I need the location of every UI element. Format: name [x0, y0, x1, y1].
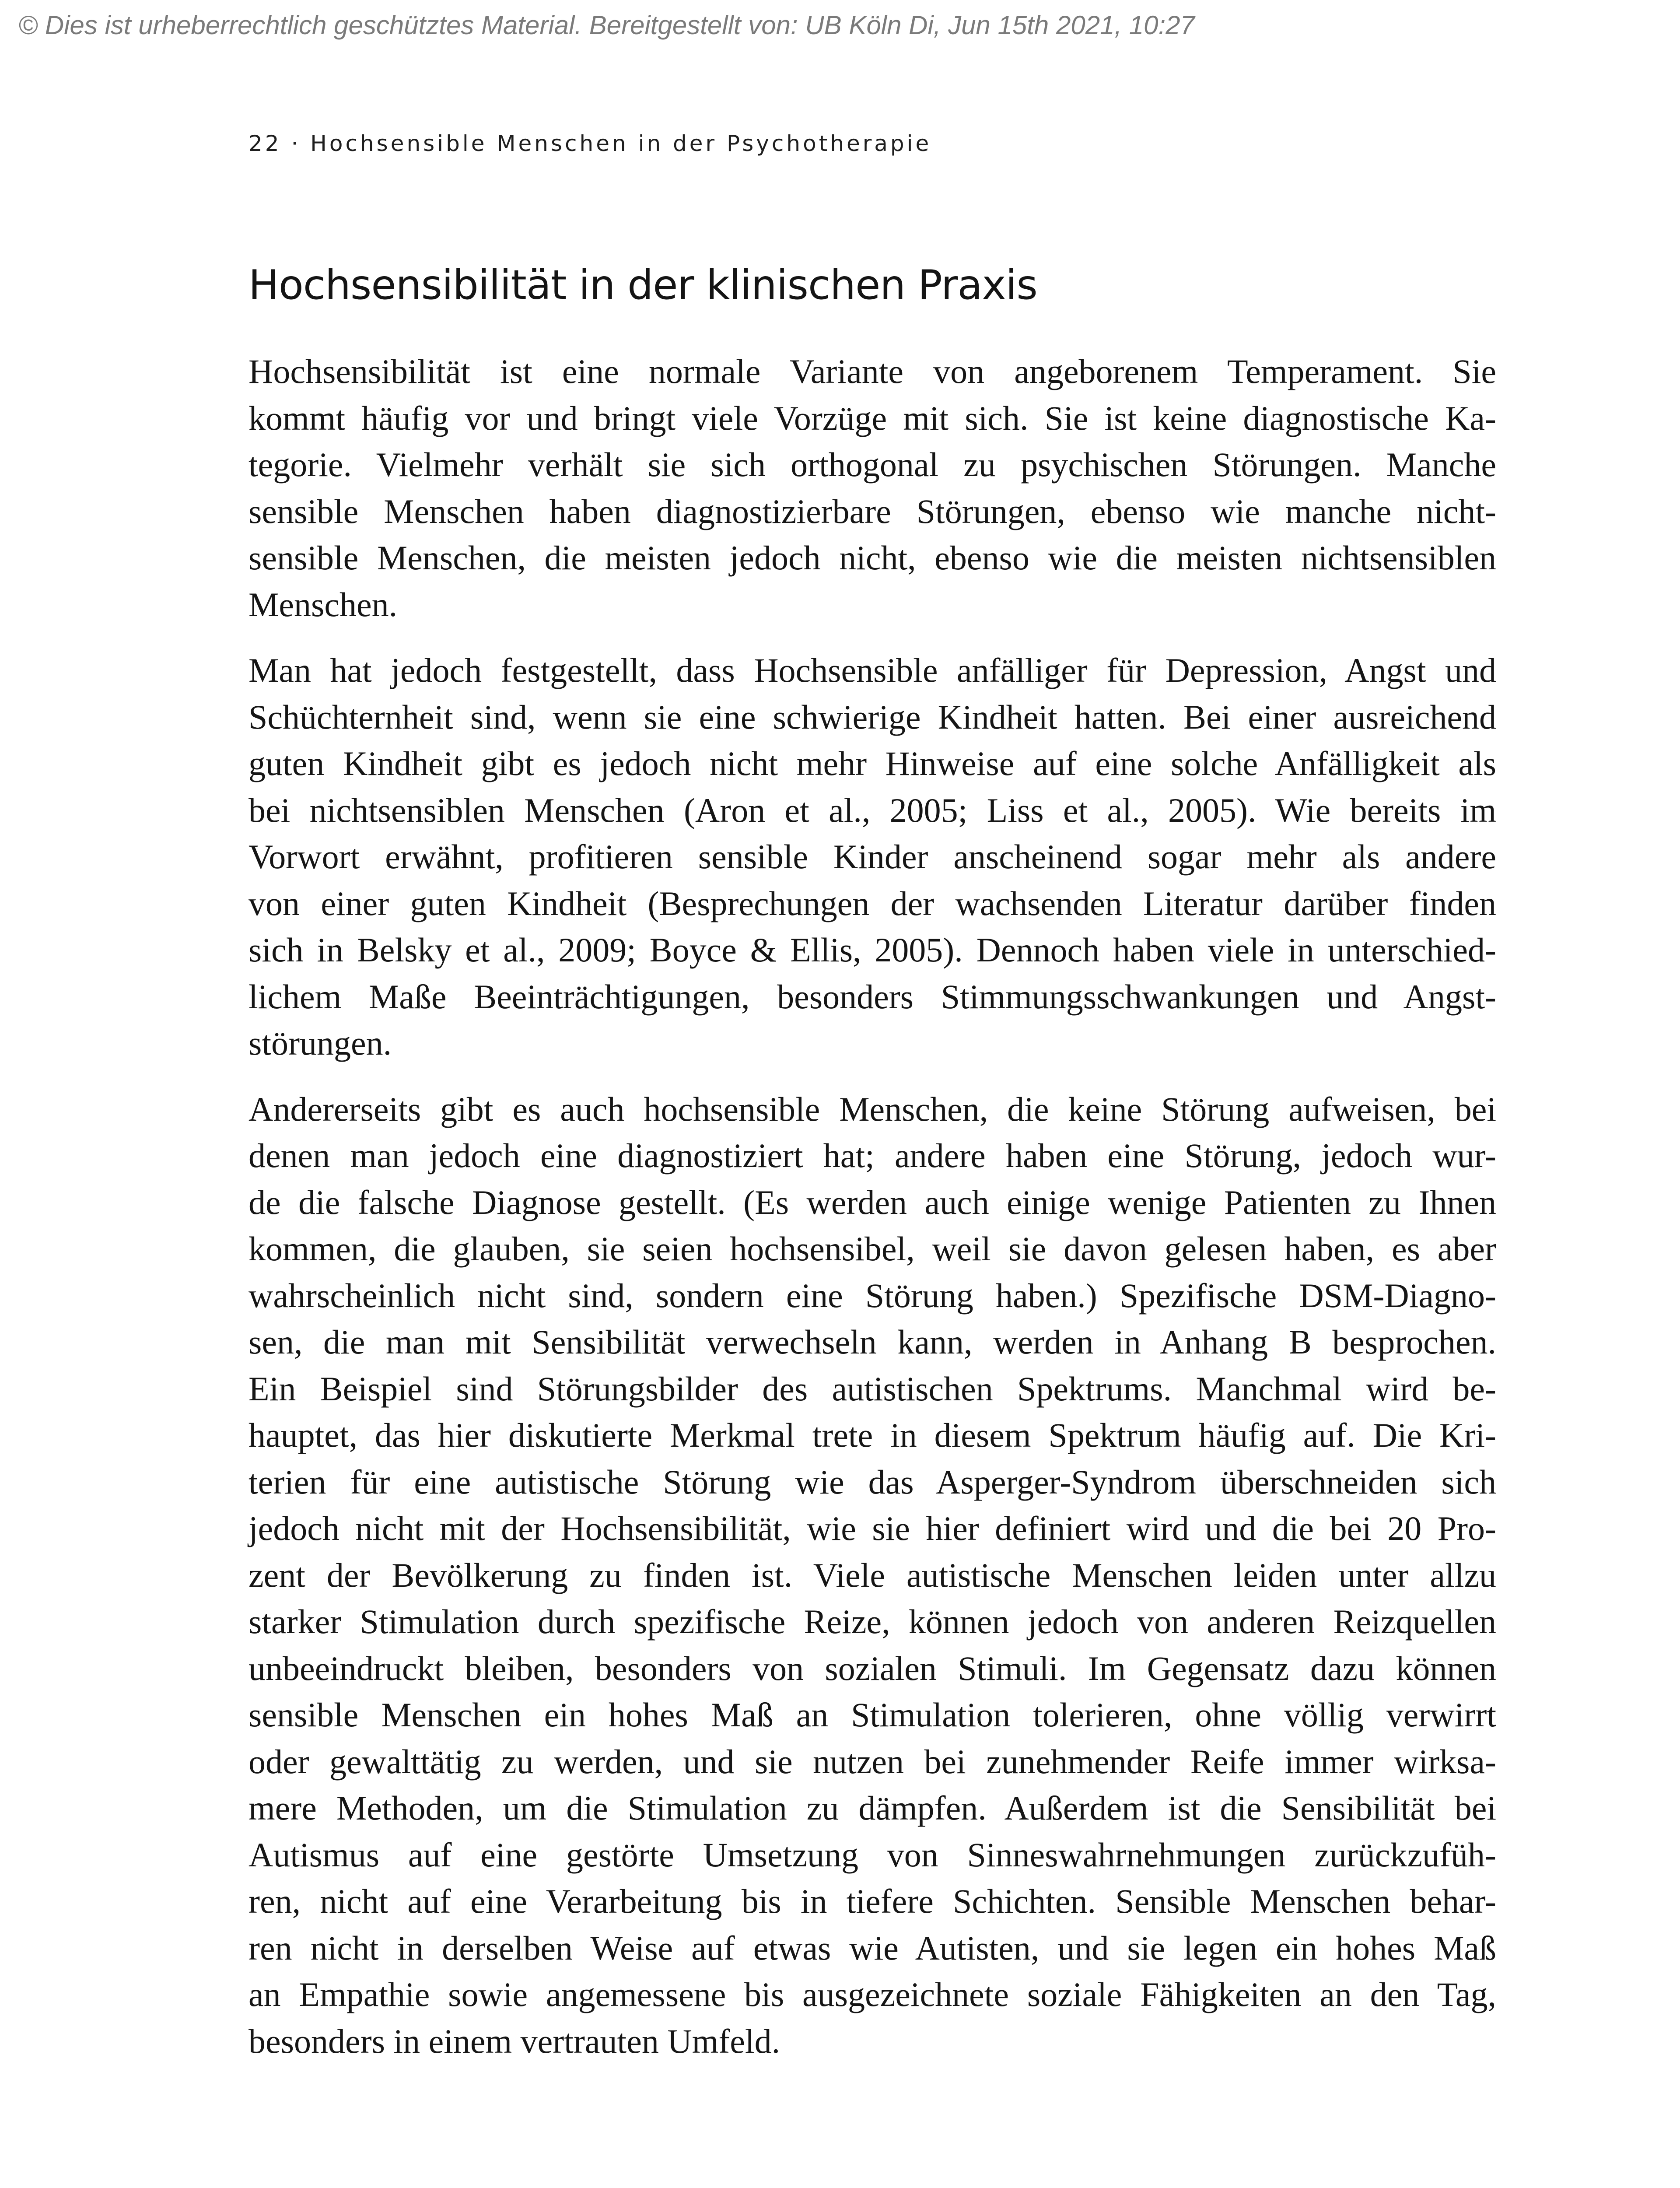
text-line: de die falsche Diagnose gestellt. (Es werden auch einige wenige Patienten zu Ihnen — [248, 1183, 1496, 1221]
text-line: ren nicht in derselben Weise auf etwas wie Autisten, und sie legen ein hohes Maß — [248, 1929, 1496, 1967]
text-line: sensible Menschen ein hohes Maß an Stimulation tolerieren, ohne völlig verwirrt — [248, 1696, 1496, 1734]
running-head: 22 · Hochsensible Menschen in der Psychotherapie — [248, 131, 932, 156]
text-line: zent der Bevölkerung zu finden ist. Viele autistische Menschen leiden unter allzu — [248, 1556, 1496, 1594]
text-line: oder gewalttätig zu werden, und sie nutzen bei zunehmender Reife immer wirksa- — [248, 1742, 1496, 1781]
text-line: Schüchternheit sind, wenn sie eine schwierige Kindheit hatten. Bei einer ausreichend — [248, 698, 1496, 736]
text-line: Ein Beispiel sind Störungsbilder des autistischen Spektrums. Manchmal wird be- — [248, 1369, 1496, 1408]
text-line: tegorie. Vielmehr verhält sie sich orthogonal zu psychischen Störungen. Manche — [248, 445, 1496, 484]
text-line: besonders in einem vertrauten Umfeld. — [248, 2022, 780, 2060]
text-line: sensible Menschen haben diagnostizierbare Störungen, ebenso wie manche nicht- — [248, 492, 1496, 530]
text-line: unbeeindruckt bleiben, besonders von sozialen Stimuli. Im Gegensatz dazu können — [248, 1649, 1496, 1687]
text-line: Man hat jedoch festgestellt, dass Hochsensible anfälliger für Depression, Angst und — [248, 651, 1496, 689]
text-line: von einer guten Kindheit (Besprechungen der wachsenden Literatur darüber finden — [248, 884, 1496, 922]
text-line: ren, nicht auf eine Verarbeitung bis in tiefere Schichten. Sensible Menschen behar- — [248, 1882, 1496, 1920]
text-line: sen, die man mit Sensibilität verwechseln kann, werden in Anhang B besprochen. — [248, 1323, 1496, 1361]
text-line: guten Kindheit gibt es jedoch nicht mehr Hinweise auf eine solche Anfälligkeit als — [248, 744, 1496, 782]
paragraph-3 — [248, 1086, 1496, 2065]
text-line: kommt häufig vor und bringt viele Vorzüge mit sich. Sie ist keine diagnostische Ka- — [248, 399, 1496, 437]
text-line: hauptet, das hier diskutierte Merkmal trete in diesem Spektrum häufig auf. Die Kri- — [248, 1416, 1496, 1454]
text-line: Autismus auf eine gestörte Umsetzung von Sinneswahrnehmungen zurückzufüh- — [248, 1835, 1496, 1874]
text-line: wahrscheinlich nicht sind, sondern eine Störung haben.) Spezifische DSM-Diagno- — [248, 1276, 1496, 1315]
text-line: mere Methoden, um die Stimulation zu dämpfen. Außerdem ist die Sensibilität bei — [248, 1789, 1496, 1827]
text-line: lichem Maße Beeinträchtigungen, besonders Stimmungsschwankungen und Angst- — [248, 977, 1496, 1016]
text-line: sich in Belsky et al., 2009; Boyce & Ellis, 2005). Dennoch haben viele in unterschied- — [248, 931, 1496, 969]
text-line: bei nichtsensiblen Menschen (Aron et al., 2005; Liss et al., 2005). Wie bereits im — [248, 791, 1496, 829]
text-line: Vorwort erwähnt, profitieren sensible Kinder anscheinend sogar mehr als andere — [248, 838, 1496, 876]
text-line: denen man jedoch eine diagnostiziert hat; andere haben eine Störung, jedoch wur- — [248, 1136, 1496, 1175]
text-line: störungen. — [248, 1024, 392, 1062]
paragraph-2 — [248, 647, 1496, 1067]
text-line: sensible Menschen, die meisten jedoch nicht, ebenso wie die meisten nichtsensiblen — [248, 539, 1496, 577]
text-line: an Empathie sowie angemessene bis ausgezeichnete soziale Fähigkeiten an den Tag, — [248, 1975, 1496, 2013]
text-line: jedoch nicht mit der Hochsensibilität, wie sie hier definiert wird und die bei 20 Pro- — [248, 1509, 1496, 1547]
body-text — [248, 348, 1496, 2084]
text-line: starker Stimulation durch spezifische Reize, können jedoch von anderen Reizquellen — [248, 1602, 1496, 1641]
paragraph-1 — [248, 348, 1496, 628]
copyright-watermark: © Dies ist urheberrechtlich geschütztes Material. Bereitgestellt von: UB Köln Di, Jun 15th 2021, 10:27 — [18, 11, 1195, 40]
section-heading: Hochsensibilität in der klinischen Praxis — [248, 261, 1037, 309]
text-line: terien für eine autistische Störung wie das Asperger-Syndrom überschneiden sich — [248, 1462, 1496, 1501]
text-line: Hochsensibilität ist eine normale Variante von angeborenem Temperament. Sie — [248, 352, 1496, 390]
text-line: Menschen. — [248, 585, 398, 624]
text-line: Andererseits gibt es auch hochsensible Menschen, die keine Störung aufweisen, bei — [248, 1090, 1496, 1128]
text-line: kommen, die glauben, sie seien hochsensibel, weil sie davon gelesen haben, es aber — [248, 1230, 1496, 1268]
